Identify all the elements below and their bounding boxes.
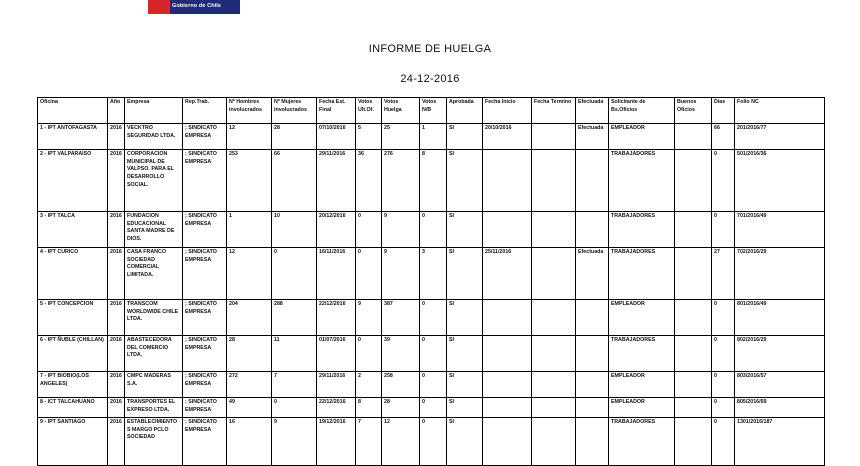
column-header: Fecha Termino	[532, 98, 576, 124]
table-cell: 0	[712, 398, 735, 418]
table-row	[38, 248, 825, 300]
table-row	[38, 398, 825, 418]
table-cell: 1	[420, 124, 447, 150]
table-cell: 0	[712, 300, 735, 336]
table-cell: 2 - IPT VALPARAISO	[38, 150, 108, 212]
table-cell: 0	[356, 336, 382, 372]
table-cell	[576, 150, 609, 212]
table-cell: 0	[420, 300, 447, 336]
table-cell: EMPLEADOR	[609, 398, 675, 418]
table-cell: SI	[447, 212, 483, 248]
table-cell: 501/2016/36	[735, 150, 825, 212]
table-cell: 288	[272, 300, 317, 336]
table-cell: SI	[447, 372, 483, 398]
table-cell: 5	[356, 124, 382, 150]
table-cell: TRABAJADORES	[609, 150, 675, 212]
table-cell: 10	[272, 212, 317, 248]
table-row	[38, 336, 825, 372]
column-header: Oficina	[38, 98, 108, 124]
table-cell: 2	[356, 372, 382, 398]
table-cell	[675, 336, 712, 372]
table-cell: 66	[272, 150, 317, 212]
strike-report-table	[37, 97, 825, 466]
table-row	[38, 124, 825, 150]
table-cell: 0	[272, 248, 317, 300]
table-cell: 07/10/2016	[317, 124, 356, 150]
table-cell: 29/11/2016	[317, 150, 356, 212]
table-cell: 16/11/2016	[317, 248, 356, 300]
table-row	[38, 150, 825, 212]
table-cell: TRABAJADORES	[609, 336, 675, 372]
table-cell: 2016	[108, 150, 125, 212]
logo-text: Gobierno de Chile	[172, 3, 222, 9]
table-cell: 25/11/2016	[483, 248, 532, 300]
table-cell	[532, 212, 576, 248]
table-cell: 2016	[108, 336, 125, 372]
table-cell: 0	[420, 336, 447, 372]
table-cell: 4 - IPT CURICO	[38, 248, 108, 300]
report-title: INFORME DE HUELGA	[368, 43, 492, 55]
table-cell	[675, 398, 712, 418]
table-cell: 2016	[108, 212, 125, 248]
table-cell: Efectuada	[576, 248, 609, 300]
table-cell	[483, 212, 532, 248]
table-cell: ; SINDICATO EMPRESA	[183, 248, 227, 300]
table-cell: 12	[227, 124, 272, 150]
table-cell: 2016	[108, 124, 125, 150]
table-cell: 28	[227, 336, 272, 372]
table-cell: 1301/2016/187	[735, 418, 825, 466]
table-cell: 2016	[108, 248, 125, 300]
table-cell	[675, 212, 712, 248]
table-cell	[532, 300, 576, 336]
table-cell: SI	[447, 418, 483, 466]
table-cell	[675, 124, 712, 150]
table-cell: TRANSPORTES EL EXPRESO LTDA.	[125, 398, 183, 418]
table-cell: ; SINDICATO EMPRESA	[183, 372, 227, 398]
table-cell	[675, 300, 712, 336]
table-cell: 29/11/2016	[317, 372, 356, 398]
table-cell: 9	[272, 418, 317, 466]
table-cell	[532, 150, 576, 212]
table-cell: 22/12/2016	[317, 398, 356, 418]
column-header: Folio NC	[735, 98, 825, 124]
table-cell: 01/07/2016	[317, 336, 356, 372]
table-cell: SI	[447, 150, 483, 212]
table-cell	[576, 398, 609, 418]
table-cell	[576, 372, 609, 398]
table-cell: 22/12/2016	[317, 300, 356, 336]
table-cell: 28	[382, 398, 420, 418]
table-cell: 0	[420, 398, 447, 418]
table-header-row	[38, 98, 825, 124]
column-header: Aprobada	[447, 98, 483, 124]
table-cell: SI	[447, 300, 483, 336]
table-cell: 204	[227, 300, 272, 336]
column-header: Efectuada	[576, 98, 609, 124]
table-cell	[532, 336, 576, 372]
table-cell	[532, 124, 576, 150]
column-header: Buenos Oficios	[675, 98, 712, 124]
table-cell: 0	[712, 212, 735, 248]
table-cell: 6 - IPT ÑUBLE (CHILLAN)	[38, 336, 108, 372]
table-cell: EMPLEADOR	[609, 372, 675, 398]
table-cell: 12	[382, 418, 420, 466]
report-date: 24-12-2016	[400, 73, 460, 85]
table-body	[38, 124, 825, 466]
table-cell: TRABAJADORES	[609, 418, 675, 466]
table-cell	[576, 212, 609, 248]
table-cell: 272	[227, 372, 272, 398]
table-cell: 25	[382, 124, 420, 150]
table-cell: SI	[447, 248, 483, 300]
table-cell: 802/2016/29	[735, 336, 825, 372]
table-cell: 9	[382, 212, 420, 248]
table-cell	[576, 300, 609, 336]
table-cell: 0	[712, 336, 735, 372]
table-cell: 801/2016/49	[735, 300, 825, 336]
table-cell: 7 - IPT BIOBIO(LOS ANGELES)	[38, 372, 108, 398]
table-cell: 805/2016/69	[735, 398, 825, 418]
table-cell: ; SINDICATO EMPRESA	[183, 150, 227, 212]
table-cell: TRABAJADORES	[609, 248, 675, 300]
table-cell: ; SINDICATO EMPRESA	[183, 336, 227, 372]
column-header: Votos N/B	[420, 98, 447, 124]
table-cell	[532, 398, 576, 418]
table-cell: CORPORACION MUNICIPAL DE VALPSO. PARA EL DESARROLLO SOCIAL.	[125, 150, 183, 212]
table-cell: TRABAJADORES	[609, 212, 675, 248]
table-cell: ; SINDICATO EMPRESA	[183, 212, 227, 248]
table-row	[38, 418, 825, 466]
table-cell	[532, 248, 576, 300]
table-cell: 0	[356, 212, 382, 248]
table-cell: 9	[356, 300, 382, 336]
table-cell	[576, 336, 609, 372]
table-cell: 0	[712, 150, 735, 212]
table-cell: 0	[420, 372, 447, 398]
column-header: Solicitante de Bs.Oficios	[609, 98, 675, 124]
table-cell	[675, 418, 712, 466]
table-cell: ; SINDICATO EMPRESA	[183, 124, 227, 150]
table-cell: 0	[712, 372, 735, 398]
table-row	[38, 212, 825, 248]
table-cell	[532, 372, 576, 398]
logo-flag-block	[148, 0, 170, 14]
table-cell: ESTABLECIMIENTOS MARGO PCLO SOCIEDAD	[125, 418, 183, 466]
table-cell: ABASTECEDORA DEL COMERCIO LTDA.	[125, 336, 183, 372]
table-cell: 9	[382, 248, 420, 300]
table-cell: CMPC MADERAS S.A.	[125, 372, 183, 398]
gobierno-logo	[148, 0, 240, 14]
table-cell: 20/10/2016	[483, 124, 532, 150]
table-cell: 8 - ICT TALCAHUANO	[38, 398, 108, 418]
table-cell: 3 - IPT TALCA	[38, 212, 108, 248]
table-cell: 39	[382, 336, 420, 372]
table-cell: 0	[272, 398, 317, 418]
table-cell: 0	[712, 418, 735, 466]
column-header: Empresa	[125, 98, 183, 124]
table-cell: 387	[382, 300, 420, 336]
table-cell: EMPLEADOR	[609, 124, 675, 150]
table-cell: 258	[382, 372, 420, 398]
table-cell: 1	[227, 212, 272, 248]
table-cell: 2016	[108, 372, 125, 398]
table-cell	[483, 300, 532, 336]
column-header: Rep.Trab.	[183, 98, 227, 124]
table-cell: 12	[227, 248, 272, 300]
table-cell: 36	[356, 150, 382, 212]
table-cell: 276	[382, 150, 420, 212]
table-cell: 5 - IPT CONCEPCION	[38, 300, 108, 336]
table-cell: 49	[227, 398, 272, 418]
table-cell	[483, 372, 532, 398]
table-cell: SI	[447, 398, 483, 418]
table-cell: ; SINDICATO EMPRESA	[183, 300, 227, 336]
table-cell	[675, 248, 712, 300]
column-header: Fecha Est. Final	[317, 98, 356, 124]
table-cell: CASA FRANCO SOCIEDAD COMERCIAL LIMITADA.	[125, 248, 183, 300]
table-cell: 253	[227, 150, 272, 212]
table-cell: 7	[356, 418, 382, 466]
table-cell: 16	[227, 418, 272, 466]
table-cell: FUNDACION EDUCACIONAL SANTA MADRE DE DIOS.	[125, 212, 183, 248]
table-cell: SI	[447, 336, 483, 372]
table-cell: 28	[272, 124, 317, 150]
table-cell: Efectuada	[576, 124, 609, 150]
table-cell: 1 - IPT ANTOFAGASTA	[38, 124, 108, 150]
column-header: Días	[712, 98, 735, 124]
table-cell	[483, 398, 532, 418]
table-cell: 9 - IPT SANTIAGO	[38, 418, 108, 466]
table-cell: 702/2016/29	[735, 248, 825, 300]
table-cell: 27	[712, 248, 735, 300]
table-cell: ; SINDICATO EMPRESA	[183, 418, 227, 466]
table-cell: 7	[272, 372, 317, 398]
table-cell	[576, 418, 609, 466]
table-cell: 2016	[108, 300, 125, 336]
column-header: Fecha Inicio	[483, 98, 532, 124]
table-cell: 2016	[108, 398, 125, 418]
column-header: Año	[108, 98, 125, 124]
table-cell: 20/12/2016	[317, 212, 356, 248]
table-cell: 8	[420, 150, 447, 212]
table-cell: 8	[356, 398, 382, 418]
table-cell	[675, 372, 712, 398]
table-cell: 0	[420, 212, 447, 248]
table-cell: 0	[356, 248, 382, 300]
table-cell: 803/2016/57	[735, 372, 825, 398]
table-cell: 2016	[108, 418, 125, 466]
column-header: Nº Hombres involucrados	[227, 98, 272, 124]
table-cell: TRANSCOM WORLDWIDE CHILE LTDA.	[125, 300, 183, 336]
table-cell	[483, 418, 532, 466]
table-cell	[532, 418, 576, 466]
table-cell: 201/2016/77	[735, 124, 825, 150]
table-cell: 0	[420, 418, 447, 466]
table-cell: 3	[420, 248, 447, 300]
column-header: Nº Mujeres involucrados	[272, 98, 317, 124]
column-header: Votos Huelga	[382, 98, 420, 124]
table-cell: 66	[712, 124, 735, 150]
table-cell: 19/12/2016	[317, 418, 356, 466]
table-row	[38, 372, 825, 398]
table-row	[38, 300, 825, 336]
table-cell	[483, 150, 532, 212]
table-cell	[675, 150, 712, 212]
table-cell: 11	[272, 336, 317, 372]
column-header: Votos Ult.Of.	[356, 98, 382, 124]
table-cell: EMPLEADOR	[609, 300, 675, 336]
table-cell: SI	[447, 124, 483, 150]
table-cell	[483, 336, 532, 372]
table-cell: ; SINDICATO EMPRESA	[183, 398, 227, 418]
table-cell: VECKTRO SEGURIDAD LTDA.	[125, 124, 183, 150]
table-cell: 701/2016/49	[735, 212, 825, 248]
